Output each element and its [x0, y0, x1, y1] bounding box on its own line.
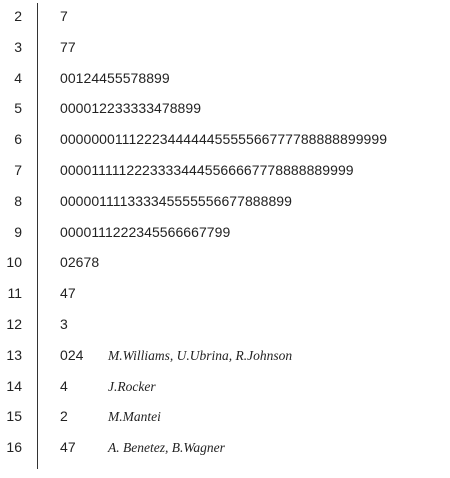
stem-row	[0, 64, 450, 93]
stem-row	[0, 372, 450, 401]
leaf-digits: 77	[60, 38, 76, 55]
stem-value: 3	[14, 38, 22, 55]
leaf-annotation: A. Benetez, B.Wagner	[108, 440, 225, 456]
leaf-digits: 47	[60, 285, 76, 302]
leaf-annotation: J.Rocker	[108, 378, 156, 394]
leaf-digits: 000001111333345555556677888899	[60, 192, 292, 209]
stem-row	[0, 125, 450, 154]
stem-value: 7	[14, 162, 22, 178]
stem-value: 13	[6, 346, 22, 363]
leaf-digits: 000012233333478899	[60, 100, 202, 117]
stem-row	[0, 341, 450, 370]
stem-row	[0, 156, 450, 185]
stem-row	[0, 248, 450, 277]
stem-row	[0, 187, 450, 216]
stem-value: 16	[6, 439, 22, 456]
leaf-digits: 000000011122234444445555566777788888899999	[60, 131, 388, 148]
stem-value: 9	[14, 223, 22, 240]
leaf-digits: 00124455578899	[60, 69, 170, 86]
stem-value: 10	[6, 254, 22, 271]
leaf-digits: 7	[60, 8, 68, 24]
leaf-annotation: M.Williams, U.Ubrina, R.Johnson	[108, 347, 293, 363]
leaf-digits: 024	[60, 346, 84, 363]
stem-value: 8	[14, 192, 22, 209]
stem-row	[0, 402, 450, 431]
stem-value: 4	[14, 69, 22, 86]
leaf-digits: 00001111122233334445566667778888889999	[60, 162, 354, 178]
stem-value: 6	[14, 131, 22, 148]
stem-value: 15	[6, 408, 22, 425]
stem-row	[0, 94, 450, 123]
stem-row	[0, 33, 450, 62]
stem-value: 11	[7, 285, 22, 302]
leaf-annotation: M.Mantei	[108, 409, 161, 425]
stem-value: 2	[14, 8, 22, 24]
leaf-digits: 4	[60, 377, 68, 394]
leaf-digits: 0000111222345566667799	[60, 223, 231, 240]
stem-row	[0, 2, 450, 31]
leaf-digits: 47	[60, 439, 76, 456]
stem-row	[0, 433, 450, 462]
leaf-digits: 3	[60, 316, 68, 332]
stem-row	[0, 279, 450, 308]
stem-row	[0, 310, 450, 339]
stem-value: 5	[14, 100, 22, 117]
stem-row	[0, 218, 450, 247]
leaf-digits: 02678	[60, 254, 100, 271]
leaf-digits: 2	[60, 408, 68, 425]
stem-value: 14	[6, 377, 22, 394]
stem-value: 12	[6, 316, 22, 332]
